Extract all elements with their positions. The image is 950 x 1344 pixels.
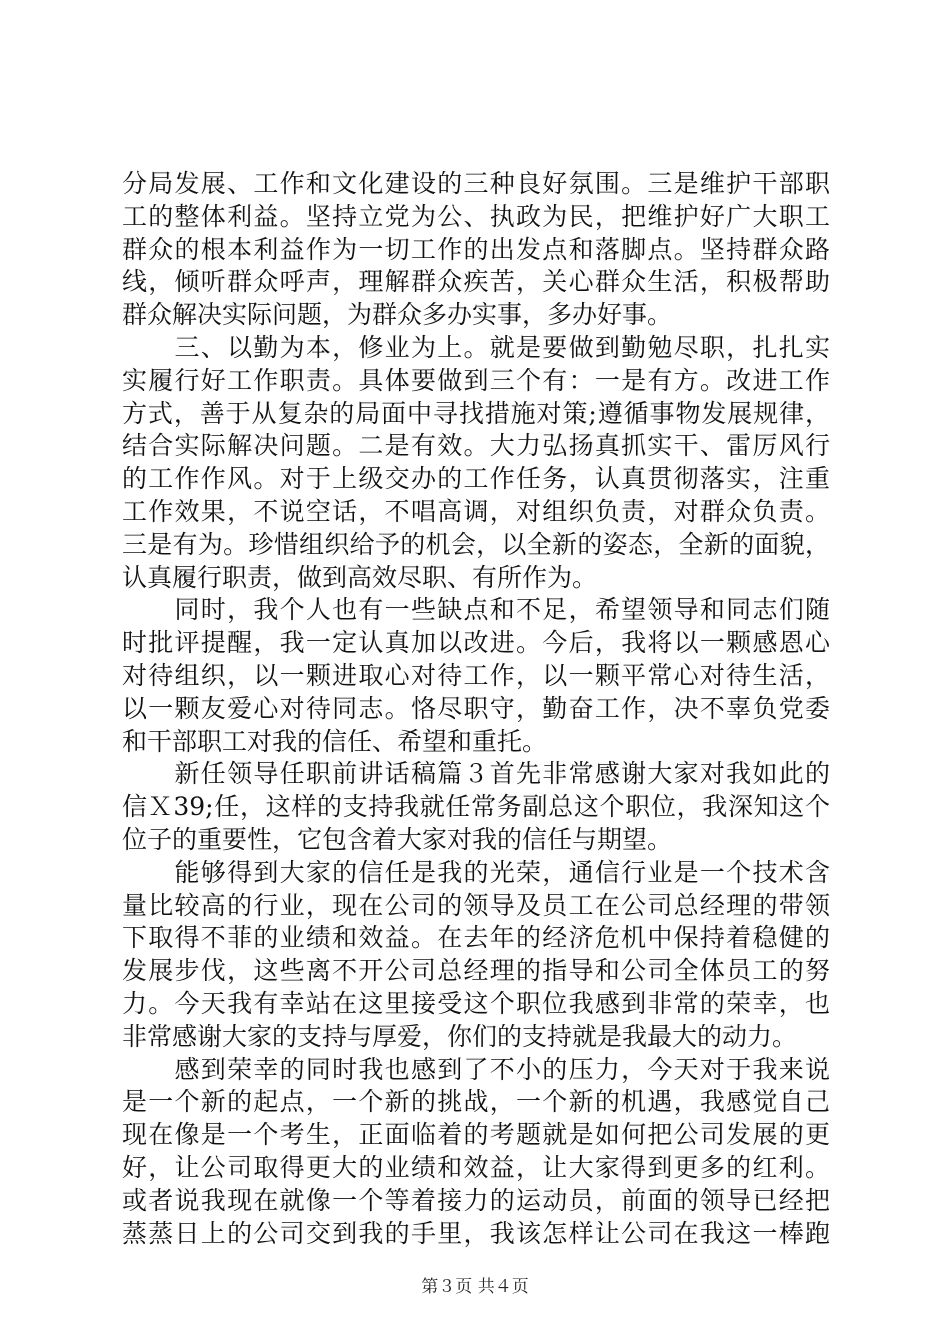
text-line: 线，倾听群众呼声，理解群众疾苦，关心群众生活，积极帮助 [122,267,830,297]
text-line: 群众的根本利益作为一切工作的出发点和落脚点。坚持群众路 [122,234,830,264]
paragraph-start: 三、以勤为本，修业为上。就是要做到勤勉尽职，扎扎实 [122,333,830,362]
paragraph-start: 感到荣幸的同时我也感到了不小的压力，今天对于我来说 [122,1054,830,1084]
text-line: 的工作作风。对于上级交办的工作任务，认真贯彻落实，注重 [122,464,830,494]
text-line: 分局发展、工作和文化建设的三种良好氛围。三是维护干部职 [122,169,830,198]
text-line: 力。今天我有幸站在这里接受这个职位我感到非常的荣幸，也 [122,989,830,1018]
paragraph-start: 同时，我个人也有一些缺点和不足，希望领导和同志们随 [122,595,830,625]
text-line: 时批评提醒，我一定认真加以改进。今后，我将以一颗感恩心 [122,628,830,658]
text-line: 工的整体利益。坚持立党为公、执政为民，把维护好广大职工 [122,201,830,231]
text-line: 工作效果，不说空话，不唱高调，对组织负责，对群众负责。 [122,497,830,526]
text-line: 认真履行职责，做到高效尽职、有所作为。 [122,562,598,592]
text-line: 现在像是一个考生，正面临着的考题就是如何把公司发展的更 [122,1120,830,1150]
text-line: 好，让公司取得更大的业绩和效益，让大家得到更多的红利。 [122,1153,830,1182]
text-line: 蒸蒸日上的公司交到我的手里，我该怎样让公司在我这一棒跑 [122,1218,830,1248]
text-line: 方式，善于从复杂的局面中寻找措施对策;遵循事物发展规律， [122,398,830,428]
text-line: 信Ｘ39;任，这样的支持我就任常务副总这个职位，我深知这个 [122,792,830,822]
text-line: 对待组织，以一颗进取心对待工作，以一颗平常心对待生活， [122,661,830,690]
paragraph-start: 新任领导任职前讲话稿篇３首先非常感谢大家对我如此的 [122,759,830,789]
text-line: 三是有为。珍惜组织给予的机会，以全新的姿态，全新的面貌， [122,529,830,559]
text-line: 结合实际解决问题。二是有效。大力弘扬真抓实干、雷厉风行 [122,431,830,461]
text-line: 是一个新的起点，一个新的挑战，一个新的机遇，我感觉自己 [122,1087,830,1117]
text-line: 以一颗友爱心对待同志。恪尽职守，勤奋工作，决不辜负党委 [122,693,830,723]
text-line: 群众解决实际问题，为群众多办实事，多办好事。 [122,300,673,330]
text-line: 量比较高的行业，现在公司的领导及员工在公司总经理的带领 [122,890,830,920]
text-line: 和干部职工对我的信任、希望和重托。 [122,726,548,756]
text-line: 位子的重要性，它包含着大家对我的信任与期望。 [122,825,673,854]
text-line: 下取得不菲的业绩和效益。在去年的经济危机中保持着稳健的 [122,923,830,953]
text-line: 实履行好工作职责。具体要做到三个有：一是有方。改进工作 [122,365,830,395]
text-line: 发展步伐，这些离不开公司总经理的指导和公司全体员工的努 [122,956,830,986]
paragraph-start: 能够得到大家的信任是我的光荣，通信行业是一个技术含 [122,857,830,887]
page-number-footer: 第３页 共４页 [421,1277,529,1297]
text-line: 非常感谢大家的支持与厚爱，你们的支持就是我最大的动力。 [122,1021,798,1051]
text-line: 或者说我现在就像一个等着接力的运动员，前面的领导已经把 [122,1185,830,1215]
